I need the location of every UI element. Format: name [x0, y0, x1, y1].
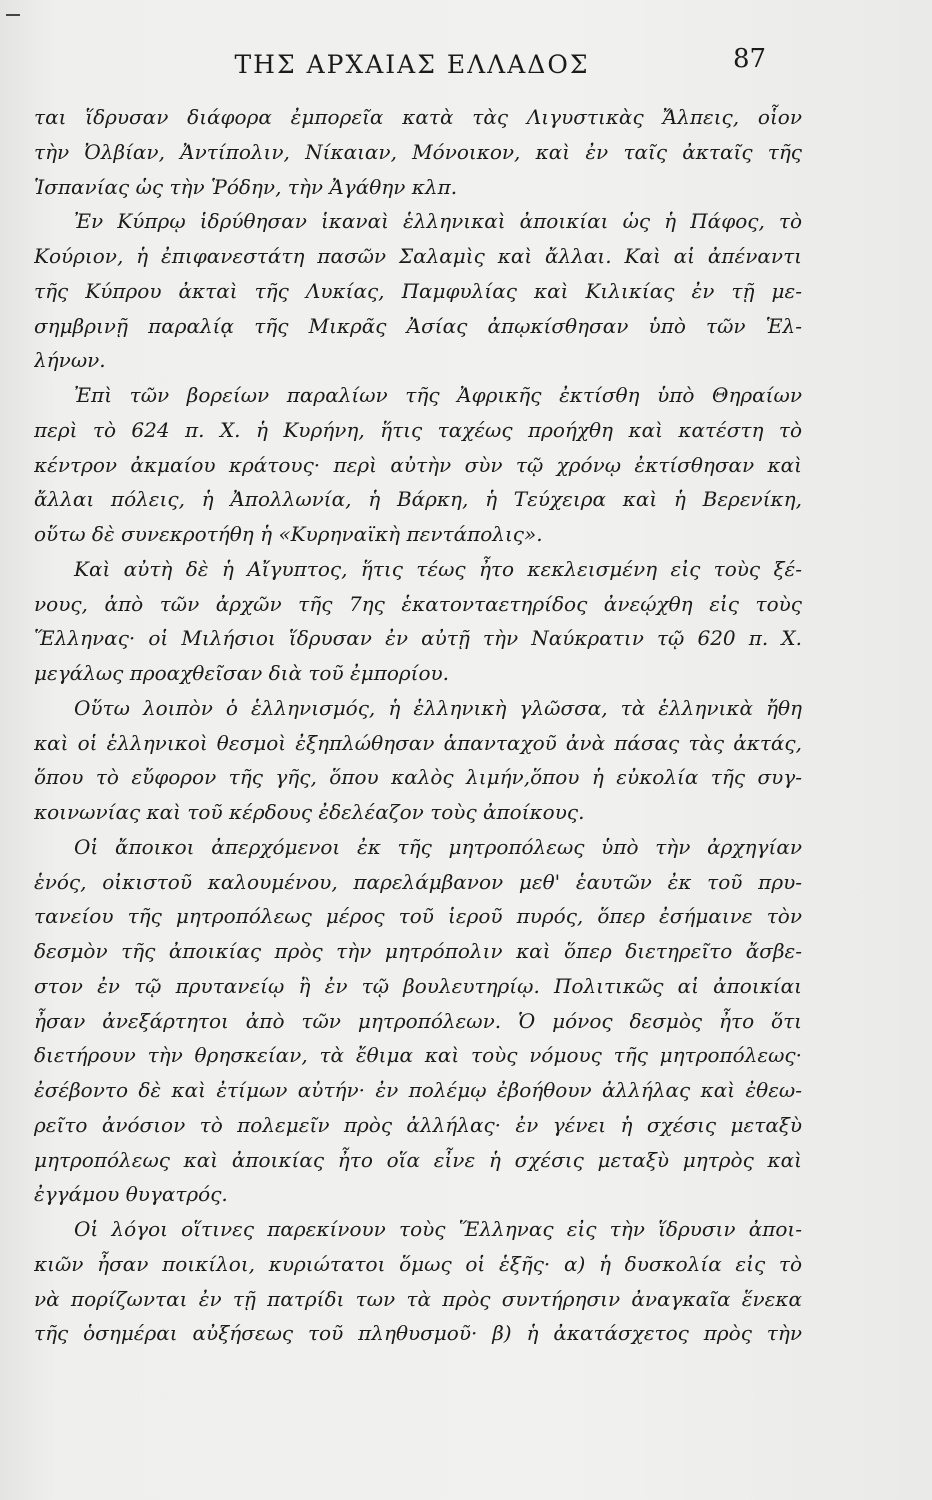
text-line: Οἱ λόγοι οἵτινες παρεκίνουν τοὺς Ἕλληνας εἰς τὴν ἵδρυσιν ἀποι- [74, 1217, 802, 1241]
text-line: οὕτω δὲ συνεκροτήθη ἡ «Κυρηναϊκὴ πεντάπολις». [34, 522, 543, 546]
text-line: κέντρον ἀκμαίου κράτους· περὶ αὐτὴν σὺν τῷ χρόνῳ ἐκτίσθησαν καὶ [34, 452, 802, 477]
text-line: τῆς Κύπρου ἀκταὶ τῆς Λυκίας, Παμφυλίας καὶ Κιλικίας ἐν τῇ με- [34, 278, 802, 303]
text-line: Ἱσπανίας ὡς τὴν Ῥόδην, τὴν Ἀγάθην κλπ. [34, 174, 458, 199]
text-line: σημβρινῇ παραλίᾳ τῆς Μικρᾶς Ἀσίας ἀπῳκίσθησαν ὑπὸ τῶν Ἑλ- [34, 313, 802, 338]
text-line: Ἐν Κύπρῳ ἱδρύθησαν ἱκαναὶ ἑλληνικαὶ ἀποικίαι ὡς ἡ Πάφος, τὸ [74, 209, 802, 234]
text-line: ἐγγάμου θυγατρός. [34, 1182, 228, 1207]
text-line: ὅπου τὸ εὔφορον τῆς γῆς, ὅπου καλὸς λιμήν,ὅπου ἡ εὐκολία τῆς συγ- [34, 765, 802, 790]
text-line: κιῶν ἦσαν ποικίλοι, κυριώτατοι ὅμως οἱ ἑξῆς· α) ἡ δυσκολία εἰς τὸ [34, 1251, 802, 1276]
body-text [34, 100, 802, 1351]
text-line: Οὕτω λοιπὸν ὁ ἑλληνισμός, ἡ ἑλληνικὴ γλῶσσα, τὰ ἑλληνικὰ ἤθη [74, 695, 802, 720]
text-line: ἦσαν ἀνεξάρτητοι ἀπὸ τῶν μητροπόλεων. Ὁ μόνος δεσμὸς ἦτο ὅτι [34, 1008, 802, 1033]
text-line: ρεῖτο ἀνόσιον τὸ πολεμεῖν πρὸς ἀλλήλας· ἐν γένει ἡ σχέσις μεταξὺ [34, 1112, 802, 1137]
page-header-title: ΤΗΣ ΑΡΧΑΙΑΣ ΕΛΛΑΔΟΣ [234, 50, 590, 79]
text-line: ἐσέβοντο δὲ καὶ ἐτίμων αὐτήν· ἐν πολέμῳ ἐβοήθουν ἀλλήλας καὶ ἐθεω- [34, 1078, 802, 1102]
text-line: Κούριον, ἡ ἐπιφανεστάτη πασῶν Σαλαμὶς καὶ ἄλλαι. Καὶ αἱ ἀπέναντι [34, 244, 802, 268]
text-line: στον ἐν τῷ πρυτανείῳ ἢ ἐν τῷ βουλευτηρίῳ. Πολιτικῶς αἱ ἀποικίαι [34, 973, 802, 998]
text-line: Ἐπὶ τῶν βορείων παραλίων τῆς Ἀφρικῆς ἐκτίσθη ὑπὸ Θηραίων [74, 383, 802, 407]
text-line: λήνων. [34, 348, 106, 373]
text-line: τανείου τῆς μητροπόλεως μέρος τοῦ ἱεροῦ πυρός, ὅπερ ἐσήμαινε τὸν [34, 904, 802, 929]
text-line: ἑνός, οἰκιστοῦ καλουμένου, παρελάμβανον μεθ' ἑαυτῶν ἐκ τοῦ πρυ- [34, 869, 802, 894]
text-line: καὶ οἱ ἑλληνικοὶ θεσμοὶ ἐξηπλώθησαν ἁπανταχοῦ ἀνὰ πάσας τὰς ἀκτάς, [34, 730, 802, 755]
text-line: ται ἵδρυσαν διάφορα ἐμπορεῖα κατὰ τὰς Λιγυστικὰς Ἄλπεις, οἷον [34, 105, 802, 129]
text-line: νους, ἀπὸ τῶν ἀρχῶν τῆς 7ης ἑκατονταετηρίδος ἀνεῴχθη εἰς τοὺς [34, 591, 802, 616]
text-line: διετήρουν τὴν θρησκείαν, τὰ ἔθιμα καὶ τοὺς νόμους τῆς μητροπόλεως· [34, 1043, 802, 1068]
text-line: τὴν Ὀλβίαν, Ἀντίπολιν, Νίκαιαν, Μόνοικον, καὶ ἐν ταῖς ἀκταῖς τῆς [34, 139, 802, 164]
page-number: 87 [733, 44, 767, 74]
text-line: Οἱ ἄποικοι ἀπερχόμενοι ἐκ τῆς μητροπόλεως ὑπὸ τὴν ἀρχηγίαν [74, 834, 802, 859]
scan-edge-mark [6, 14, 20, 16]
text-line: μεγάλως προαχθεῖσαν διὰ τοῦ ἐμπορίου. [34, 661, 450, 685]
text-line: τῆς ὁσημέραι αὐξήσεως τοῦ πληθυσμοῦ· β) ἡ ἀκατάσχετος πρὸς τὴν [34, 1321, 802, 1346]
text-line: Ἕλληνας· οἱ Μιλήσιοι ἵδρυσαν ἐν αὐτῇ τὴν Ναύκρατιν τῷ 620 π. Χ. [34, 626, 802, 651]
text-line: νὰ πορίζωνται ἐν τῇ πατρίδι των τὰ πρὸς συντήρησιν ἀναγκαῖα ἕνεκα [34, 1286, 802, 1311]
text-line: ἄλλαι πόλεις, ἡ Ἀπολλωνία, ἡ Βάρκη, ἡ Τεύχειρα καὶ ἡ Βερενίκη, [34, 487, 802, 512]
text-line: μητροπόλεως καὶ ἀποικίας ἦτο οἵα εἶνε ἡ σχέσις μεταξὺ μητρὸς καὶ [34, 1147, 802, 1172]
text-line: περὶ τὸ 624 π. Χ. ἡ Κυρήνη, ἥτις ταχέως προήχθη καὶ κατέστη τὸ [34, 417, 802, 442]
running-head [0, 44, 932, 90]
text-line: δεσμὸν τῆς ἀποικίας πρὸς τὴν μητρόπολιν καὶ ὅπερ διετηρεῖτο ἄσβε- [34, 939, 802, 963]
text-line: Καὶ αὐτὴ δὲ ἡ Αἴγυπτος, ἥτις τέως ἦτο κεκλεισμένη εἰς τοὺς ξέ- [74, 556, 802, 581]
text-line: κοινωνίας καὶ τοῦ κέρδους ἐδελέαζον τοὺς ἀποίκους. [34, 800, 585, 824]
